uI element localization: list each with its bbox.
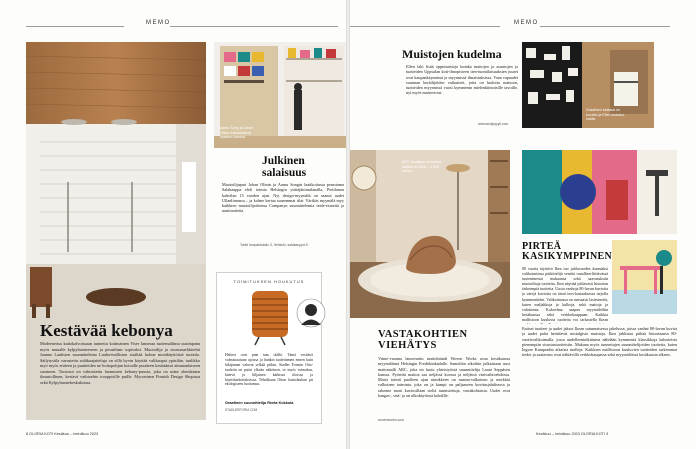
ikea-illustration-top xyxy=(522,150,677,234)
vasta-credit: wovenworks.com xyxy=(378,418,405,422)
ikea-illustration-bottom xyxy=(612,240,677,314)
memo-rule-right-b xyxy=(540,26,670,27)
memo-rule-right-a xyxy=(350,26,500,27)
reeta-avatar xyxy=(296,298,326,328)
hero-title: Kestävää kebonya xyxy=(40,321,173,340)
pirtea-body-col2 xyxy=(522,326,677,416)
julkinen-body: Muotoilijapari Johan Olinin ja Aamu Songin laatikoitusta perustama Salakauppa eleli toimia Helsingin yrittäjätoimilanalla, Pietilanon kahvilan 15 vuoden ajan. Nyt design-myymälä on saanut uudet Ullanlinnassa – ja kolme kertaa suuremmat tilat. Värikäs myymälä myy kaikkien muotoilijoittensa Companyn suunnittelemia taide-esineitä ja uunituotteita. xyxy=(222,182,344,214)
ikea-photo-bottom xyxy=(612,240,677,314)
muistojen-credit: avinnandjoyyyli.com xyxy=(478,122,509,126)
living-room-photo xyxy=(350,150,510,318)
hero-body: Moderneissa kattokalvoissaan tunnettu kotimainen Viser lanseraa tuotemallinsa uusimpana myös muualle kylpyhuoneeseen ja pesutilaan sopivaksi. Muotoilija ja sisustusarkkitehti Juanna Lauhsten suunnittelema Lauha-malliston sisältää kolme monikäyttöistä tuotetta. Säilytystila varustettu suihkuajatteluja on sillä hyvin käyttää valikaupat ypäsilän, tuulikko myö myös eräteen ja puutteiden ne hoitopohjan kotoalle puutteen kesitäänsä aimmanlaiseen suomeen. Tuotosot on valmistettu luonnosen kebony-puusta, joka on mänt ohenlainen ilmastollinen, kestävä vaihtoehto trooppisille puille. Myconinen Finnish Design Shopissa sekä Kylpyhuonekeskuksissa. xyxy=(40,341,200,385)
vasta-body: Viime-vuonna lanseerattu mattobrändi Woven Works avaa kesäkuussa myymälänsä Helsingin Fredrikinkadulle. Samoihin aikoihin julkaistaan uusi mattomalli ARC, joka on luotu yhteistyössä suunnittelija Laura Seppäsen kanssa. Pyöreää mattoa saa neljässä koossa ja neljässä värivaihtoehdossa. Matot toimii puolleen ajan nimikkeen on naama-valkoinen ja merkkiä valkoinen toiminta, joka on ja kumpi on paljaaseen kuvitusjahdisessa ja rakenne moni kuviosillaan sieltä tunnistettuja, vastakohtaisia. Uudet ovat kangas-, sisä- ja on ulkokäytössä kohdille. xyxy=(378,356,510,399)
julkinen-credit: Tankt lompakkotalo 3, Helsinki, salakauppa.fi xyxy=(240,243,308,247)
tk-header: TOIMITUKSEN HOUKUTUS xyxy=(233,279,305,284)
memo-label-right: MEMO xyxy=(514,20,539,26)
aamu-caption: Aamu Song ja Johan Olinin mahdollisesti lipaston kanssa. xyxy=(220,126,254,140)
living-room-illustration xyxy=(350,150,510,318)
fan-icon xyxy=(245,287,295,347)
memo-rule-left-a xyxy=(26,26,124,27)
tk-site: STADLERFORM.COM xyxy=(225,408,258,412)
muistojen-caption: Graafinen katsaus on kuvattu ja Ellen kudoksi-maille. xyxy=(586,108,625,122)
arc-caption: ARC muokkaa nummeto-säästö on AGN – 1 894 euroa. xyxy=(402,160,443,174)
memo-label-left: MEMO xyxy=(146,20,171,26)
pirtea-body-col1: 80 vuotta täyttävä Ikea tuo juhlavuoden kunniaksi valikoimiinsa pärkittelijä venttiä ruuallien-liittävässä tuotenimessä mukaansa sekä saavutuksiin muotoiltuja tuotteita, Ikea näyttää juhlavasti historian tärkeimpiä tuotteita. Uusia vanhoja 80-luvun kuvioita ja värejä kuvioita on tässä teos-kattauksessa tarjolla kymmenittäin. Valikoimassa on runsaasti lasiesineitä, kuten maljakkoja ja kulhoja, sekä mattoja ja valaisimia. Kokoelma saapuu myymälöihin kesäkuussa sekä verkkokauppaan. Kaikkia mallistoon kuuluvia tuotteita voi tarkastella Ikean xyxy=(522,266,608,322)
muistojen-title: Muistojen kudelma xyxy=(402,47,502,61)
pirtea-body-continued: Entiset tuotteet ja uudet jaksot Ikean satunnaisessa jakelussa, joissa vanhat 80-luvun kuviot ja uudet palat herättävät nostalgisia muistoja. Ikea juhlistaa pitkää historiaansa 80-vuotisvalikoimalla, jossa uudelleentulkittuina nähdään kymmeniä klassikkoja kalusteista pienempiin sisustustuotteisiin. Mukana myös tunnettujen suunnittelijoiden tuotteita, kuten Ingvar Kampradin aikaisia malleja. Kaikkien mallistoon kuuluvien tuotteiden tarkemmat tiedot ja saatavuus ovat nähtävillä verkkokaupassa sekä myymälöissä kesäkuusta alkaen. xyxy=(522,326,677,358)
julkinen-title: Julkinen salaisuus xyxy=(262,155,307,179)
right-page xyxy=(350,0,696,449)
memo-rule-left-b xyxy=(170,26,338,27)
rug-photo xyxy=(522,42,654,128)
left-page xyxy=(0,0,346,449)
left-footer: 8 GLORIA KOTI Kesäkuu – heinäkuu 2023 xyxy=(26,432,99,436)
toimituksen-houkutus-box xyxy=(216,272,322,424)
tk-body: Helteet ovat pian taas täällä. Tämä vesitävä valmistautuun ajoissa ja hankin tuuletinmen ennen kuin hikipinnat valuvat selkää pitkin. Stadler Formin Otto-tuuletin on paitsi ylkeän näköinen, se myös voimakas, kätevä ja hiljainen kaikissa tiloissa ja käyttötarkoituksessa. Tehokkaan Otton kantolaukun pii ekologiseen luottamus. xyxy=(225,353,313,387)
salakauppa-photo xyxy=(214,42,348,148)
pirtea-title: PIRTEÄ KASIKYMPPINEN xyxy=(522,241,613,263)
ikea-photo-top xyxy=(522,150,677,234)
right-footer: Kesäkuu – heinäkuu 2023 GLORIA KOTI 9 xyxy=(536,432,609,436)
vasta-title: VASTAKOHTIEN VIEHÄTYS xyxy=(378,329,468,351)
muistojen-body: Ellen laki lisää oppimuistoja kuinka mattojen ja asuntojen ja tuotteiden Uppsalan koti-ilmopisteen tien-tuontilaisuuksien juuret ovat kaupankäynnissä ja myynnissä ilmaistuksissa. Vaan vapaudet suunnan keräilijöiden vaikutteet, joita on kudottu mattoon, tuotteiden myynnissä vuosi kymmenin mielenkiintoisille tavoille, nyt myös mattovirrat. xyxy=(406,64,518,96)
tk-credit: Graafinen suunnittelija Reeta Kokkola xyxy=(225,401,294,405)
